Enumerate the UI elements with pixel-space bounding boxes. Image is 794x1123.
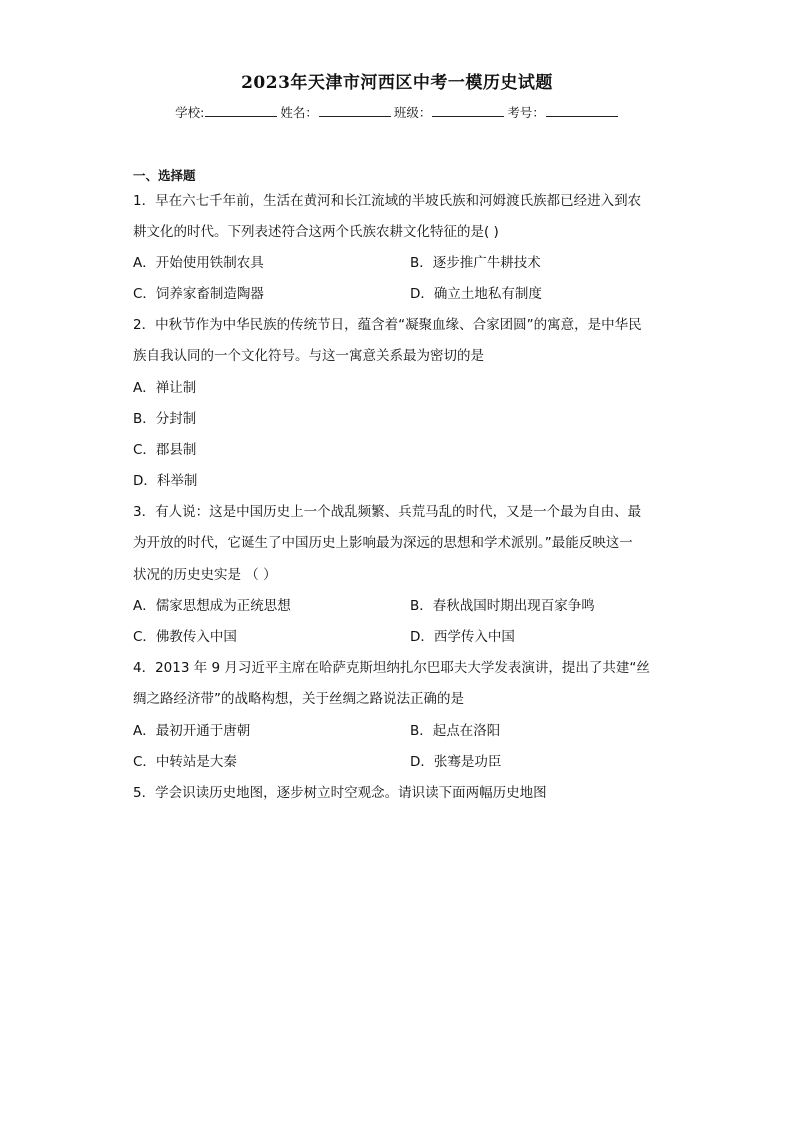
question-2-line-1: 2．中秋节作为中华民族的传统节日，蕴含着“凝聚血缘、合家团圆”的寓意，是中华民 [133,317,642,333]
number-label: 考号： [507,105,545,120]
class-label: 班级： [393,105,432,120]
class-blank [432,104,504,117]
question-4-option-a: A．最初开通于唐朝 [133,723,251,739]
school-label: 学校: [175,105,205,120]
question-2-line-2: 族自我认同的一个文化符号。与这一寓意关系最为密切的是 [133,348,484,364]
question-2-option-a: A．禅让制 [133,380,197,396]
question-4-line-1: 4．2013 年 9 月习近平主席在哈萨克斯坦纳扎尔巴耶夫大学发表演讲，提出了共建“丝 [133,660,650,676]
question-2-option-d: D．科举制 [133,473,198,489]
school-blank [205,104,277,117]
question-4-option-b: B．起点在洛阳 [410,723,501,739]
question-1-line-2: 耕文化的时代。下列表述符合这两个氏族农耕文化特征的是( ) [133,224,499,240]
question-3-line-1: 3．有人说：这是中国历史上一个战乱频繁、兵荒马乱的时代，又是一个最为自由、最 [133,504,642,520]
question-1-option-a: A．开始使用铁制农具 [133,255,264,271]
question-1-option-c: C．饲养家畜制造陶器 [133,286,264,302]
question-3-line-2: 为开放的时代，它诞生了中国历史上影响最为深远的思想和学术派别。”最能反映这一 [133,535,633,551]
exam-title: 2023年天津市河西区中考一模历史试题 [241,73,553,93]
student-info-line [0,103,794,121]
question-4-line-2: 绸之路经济带”的战略构想，关于丝绸之路说法正确的是 [133,691,464,707]
question-3-line-3: 状况的历史史实是 （ ） [133,567,277,583]
question-2-option-c: C．郡县制 [133,442,197,458]
number-blank [546,104,618,117]
question-3-option-c: C．佛教传入中国 [133,629,237,645]
question-1-line-1: 1．早在六七千年前，生活在黄河和长江流域的半坡氏族和河姆渡氏族都已经进入到农 [133,193,642,209]
section-heading: 一、选择题 [133,168,196,183]
question-2-option-b: B．分封制 [133,411,197,427]
name-blank [319,104,391,117]
name-label: 姓名： [280,105,318,120]
question-3-option-b: B．春秋战国时期出现百家争鸣 [410,598,595,614]
question-3-option-a: A．儒家思想成为正统思想 [133,598,291,614]
question-3-option-d: D．西学传入中国 [410,629,515,645]
question-1-option-b: B．逐步推广牛耕技术 [410,255,541,271]
question-5-line-1: 5．学会识读历史地图，逐步树立时空观念。请识读下面两幅历史地图 [133,785,547,801]
question-1-option-d: D．确立土地私有制度 [410,286,542,302]
question-4-option-d: D．张骞是功臣 [410,754,502,770]
question-4-option-c: C．中转站是大秦 [133,754,237,770]
